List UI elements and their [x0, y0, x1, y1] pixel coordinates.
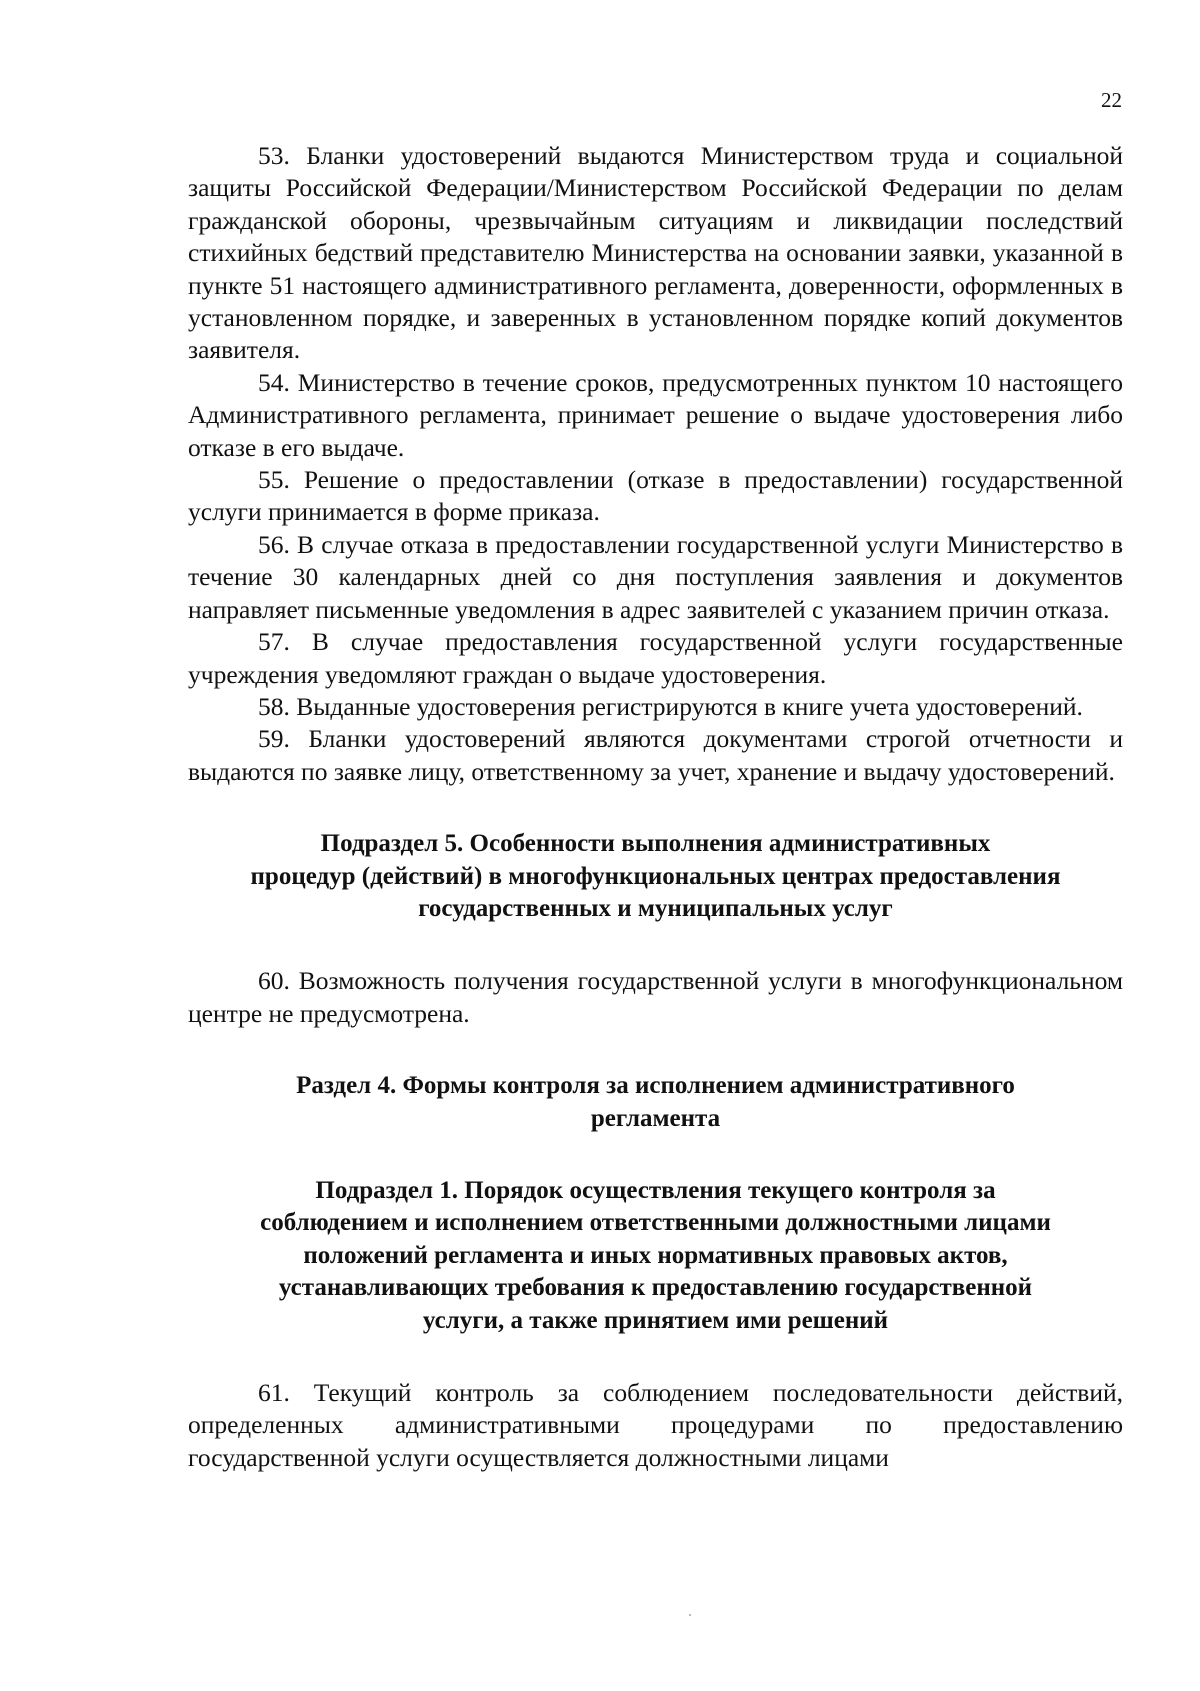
document-body	[188, 140, 1123, 1474]
paragraph-58: 58. Выданные удостоверения регистрируются в книге учета удостоверений.	[258, 691, 1083, 721]
paragraph-59: 59. Бланки удостоверений являются документами строгой отчетности и выдаются по заявке лицу, ответственному за учет, хранение и выдачу удостоверений.	[188, 724, 1123, 786]
heading-line: Подраздел 1. Порядок осуществления текущего контроля за	[315, 1176, 996, 1204]
heading-line: услуги, а также принятием ими решений	[422, 1306, 889, 1334]
heading-line: положений регламента и иных нормативных правовых актов,	[303, 1241, 1008, 1269]
subsection-5-heading	[188, 828, 1123, 925]
heading-line: Подраздел 5. Особенности выполнения административных	[320, 830, 991, 858]
section-4-heading	[188, 1070, 1123, 1135]
heading-line: устанавливающих требования к предоставлению государственной	[278, 1274, 1033, 1302]
paragraph-53: 53. Бланки удостоверений выдаются Министерством труда и социальной защиты Российской Федерации/Министерством Российской Федерации по делам гражданской обороны, чрезвычайным ситуациям и ликвидации последствий стихийных бедствий представителю Министерства на основании заявки, указанной в пункте 51 настоящего административного регламента, доверенности, оформленных в установленном порядке, и заверенных в установленном порядке копий документов заявителя.	[188, 141, 1123, 365]
scan-speck	[689, 1614, 691, 1616]
heading-line: процедур (действий) в многофункциональных центрах предоставления	[250, 862, 1061, 890]
heading-line: регламента	[590, 1104, 721, 1132]
page-number: 22	[1101, 88, 1122, 112]
paragraph-60: 60. Возможность получения государственной услуги в многофункциональном центре не предусмотрена.	[188, 966, 1123, 1028]
paragraph-56: 56. В случае отказа в предоставлении государственной услуги Министерство в течение 30 календарных дней со дня поступления заявления и документов направляет письменные уведомления в адрес заявителей с указанием причин отказа.	[188, 529, 1123, 624]
heading-line: Раздел 4. Формы контроля за исполнением административного	[296, 1072, 1015, 1100]
heading-line: государственных и муниципальных услуг	[418, 894, 893, 922]
paragraph-54: 54. Министерство в течение сроков, предусмотренных пунктом 10 настоящего Административного регламента, принимает решение о выдаче удостоверения либо отказе в его выдаче.	[188, 367, 1123, 462]
paragraph-57: 57. В случае предоставления государственной услуги государственные учреждения уведомляют граждан о выдаче удостоверения.	[188, 627, 1123, 689]
subsection-1-heading	[188, 1175, 1123, 1337]
paragraph-61: 61. Текущий контроль за соблюдением последовательности действий, определенных административными процедурами по предоставлению государственной услуги осуществляется должностными лицами	[188, 1378, 1123, 1472]
heading-line: соблюдением и исполнением ответственными должностными лицами	[260, 1209, 1051, 1237]
paragraph-55: 55. Решение о предоставлении (отказе в предоставлении) государственной услуги принимается в форме приказа.	[188, 465, 1123, 527]
